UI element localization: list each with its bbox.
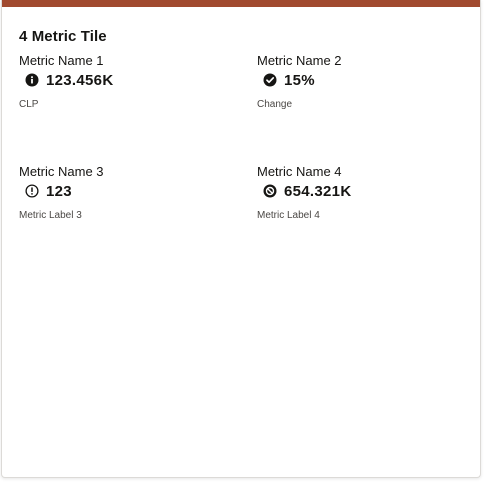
metric-1-name: Metric Name 1 (19, 53, 104, 68)
check-circle-icon (263, 73, 277, 87)
info-icon (25, 73, 39, 87)
metric-3-label: Metric Label 3 (19, 210, 82, 221)
metric-tile-card (1, 0, 481, 478)
metric-4-label: Metric Label 4 (257, 210, 320, 221)
metric-4-value-row (263, 182, 477, 200)
metric-3 (19, 164, 239, 221)
metric-2-value-row (263, 71, 477, 89)
blocked-icon (263, 184, 277, 198)
metric-2-name: Metric Name 2 (257, 53, 342, 68)
metric-2-label: Change (257, 99, 293, 110)
metric-3-value: 123 (46, 182, 72, 200)
warning-outline-icon (25, 184, 39, 198)
metric-2 (257, 53, 477, 110)
tile-accent-bar (2, 0, 480, 7)
metric-1-value: 123.456K (46, 71, 114, 89)
metric-1 (19, 53, 239, 110)
metric-4-value: 654.321K (284, 182, 352, 200)
tile-title: 4 Metric Tile (19, 28, 107, 45)
metric-1-value-row (25, 71, 239, 89)
metric-2-value: 15% (284, 71, 315, 89)
metric-3-name: Metric Name 3 (19, 164, 104, 179)
metric-4-name: Metric Name 4 (257, 164, 342, 179)
metric-1-label: CLP (19, 99, 39, 110)
metric-4 (257, 164, 477, 221)
metric-3-value-row (25, 182, 239, 200)
